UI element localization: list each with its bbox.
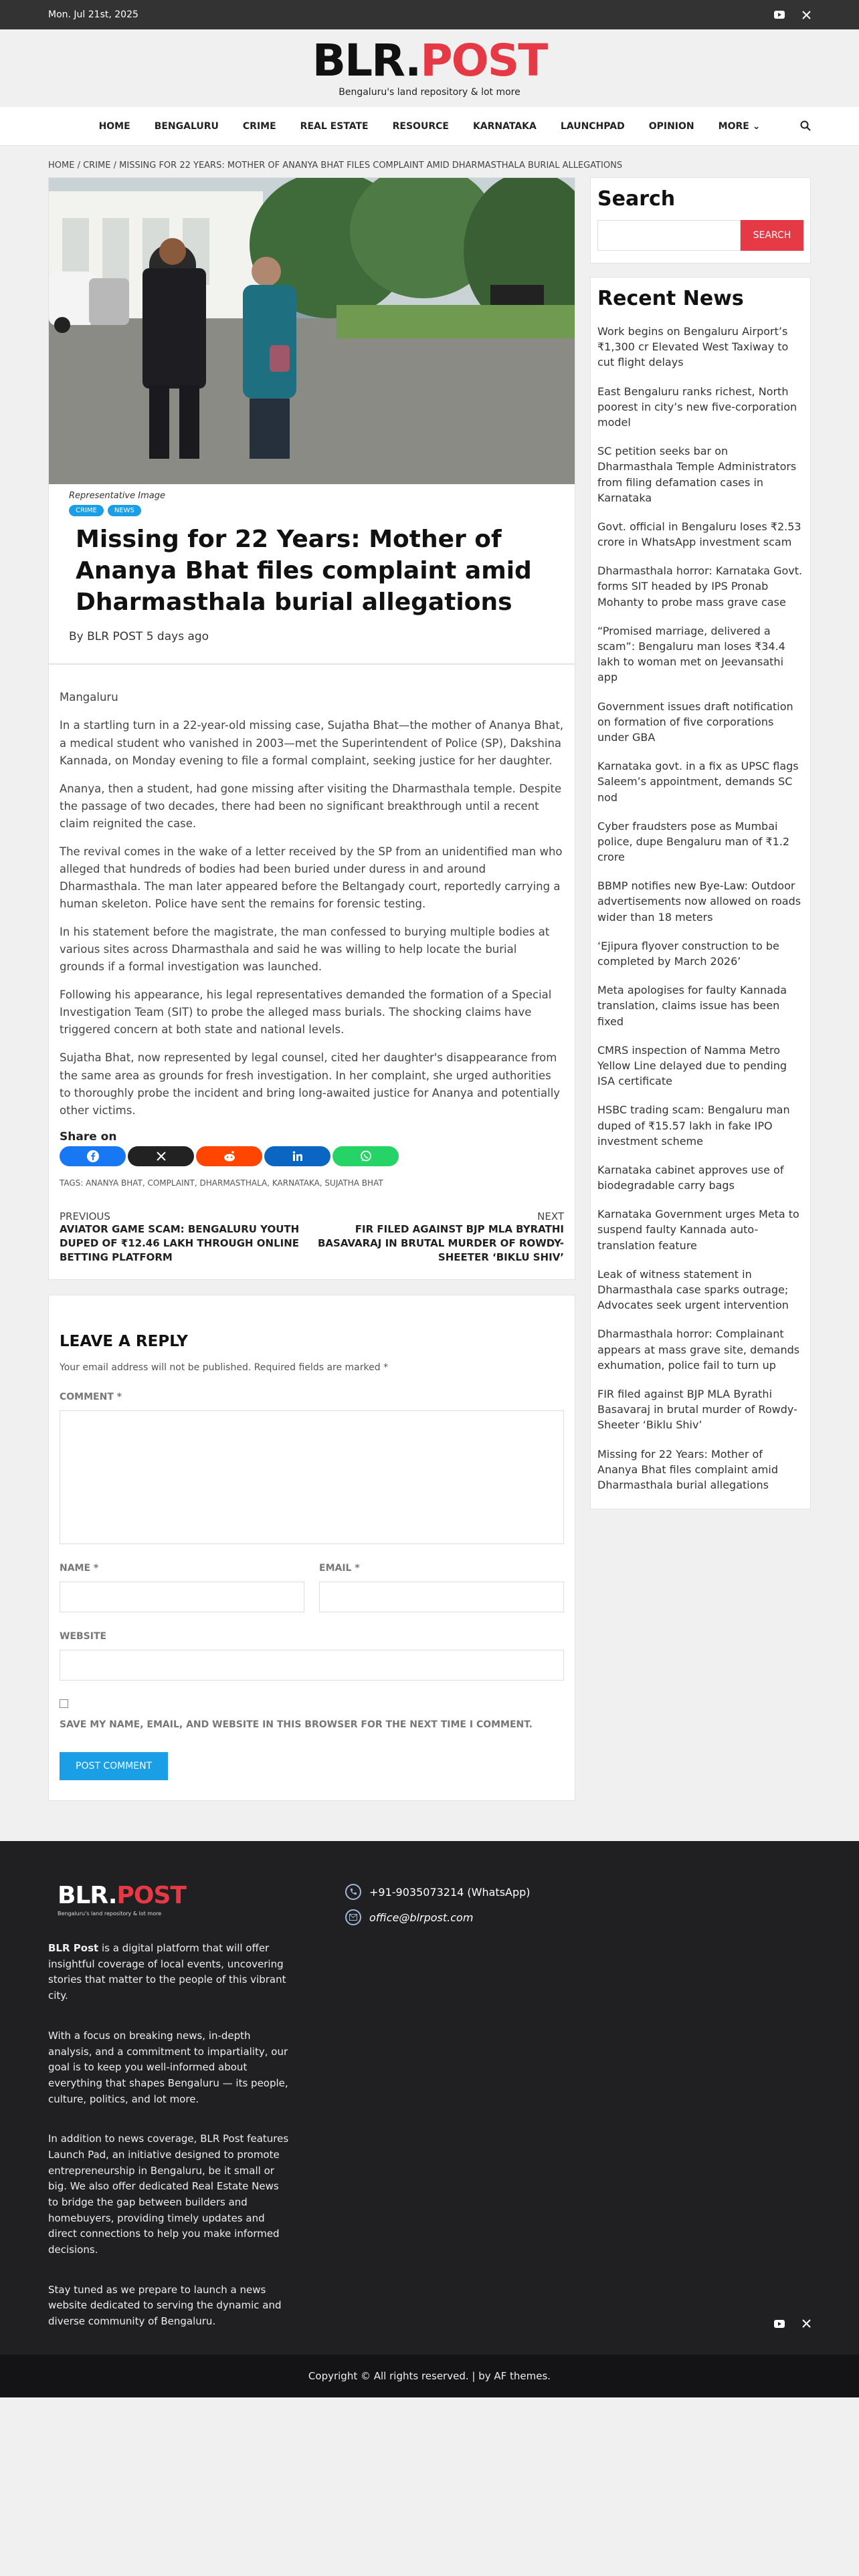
email-icon <box>345 1909 361 1925</box>
reply-heading: LEAVE A REPLY <box>60 1332 188 1350</box>
facebook-share-button[interactable] <box>60 1146 126 1166</box>
save-info-checkbox[interactable] <box>60 1699 68 1708</box>
facebook-icon <box>87 1150 99 1162</box>
post-navigation <box>60 1210 564 1265</box>
footer-email[interactable] <box>345 1909 531 1925</box>
recent-news-link[interactable]: CMRS inspection of Namma Metro Yellow Line delayed due to pending ISA certificate <box>597 1043 787 1088</box>
masthead <box>0 29 859 107</box>
sidebar-search-input[interactable] <box>597 220 741 251</box>
website-label: WEBSITE <box>60 1630 107 1642</box>
featured-image <box>49 178 575 484</box>
category-badge-news[interactable]: NEWS <box>108 505 141 516</box>
category-badge-crime[interactable]: CRIME <box>69 505 104 516</box>
breadcrumb <box>0 146 859 177</box>
reddit-icon <box>223 1150 236 1162</box>
footer-about <box>48 1941 292 2004</box>
youtube-icon[interactable] <box>774 11 785 19</box>
recent-news-link[interactable]: Meta apologises for faulty Kannada translation, claims issue has been fixed <box>597 984 787 1028</box>
recent-news-link[interactable]: Cyber fraudsters pose as Mumbai police, dupe Bengaluru man of ₹1.2 crore <box>597 819 790 864</box>
recent-news-link[interactable]: FIR filed against BJP MLA Byrathi Basavaraj in brutal murder of Rowdy-Sheeter ‘Biklu Shiv’ <box>597 1387 797 1432</box>
phone-number: +91-9035073214 (WhatsApp) <box>369 1885 531 1899</box>
linkedin-share-button[interactable] <box>264 1146 330 1166</box>
comment-form <box>48 1295 575 1801</box>
site-logo[interactable]: BLR.POST <box>312 35 547 86</box>
article-paragraph: In his statement before the magistrate, the man confessed to burying multiple bodies at various sites across Dharmasthala and said he was willing to help locate the burial grounds if a formal investigation was launched. <box>60 926 550 974</box>
main-nav <box>0 107 859 146</box>
image-caption: Representative Image <box>69 491 165 501</box>
youtube-icon[interactable] <box>774 2318 785 2331</box>
post-author[interactable]: By BLR POST <box>69 630 143 644</box>
site-footer <box>0 1841 859 2397</box>
email-label: EMAIL * <box>319 1562 360 1574</box>
recent-news-link[interactable]: ‘Ejipura flyover construction to be completed by March 2026’ <box>597 939 779 968</box>
share-label: Share on <box>60 1130 117 1144</box>
nav-karnataka[interactable]: KARNATAKA <box>472 120 537 132</box>
footer-contact <box>345 1884 531 2330</box>
whatsapp-icon <box>360 1150 372 1162</box>
breadcrumb-crime[interactable]: CRIME <box>83 160 111 171</box>
x-icon[interactable] <box>802 2318 811 2331</box>
recent-news-link[interactable]: Leak of witness statement in Dharmasthala case sparks outrage; Advocates seek urgent intervention <box>597 1267 789 1312</box>
search-widget <box>590 177 811 263</box>
x-icon[interactable] <box>802 11 811 19</box>
post-categories <box>49 504 575 518</box>
recent-news-link[interactable]: Government issues draft notification on formation of five corporations under GBA <box>597 700 793 744</box>
x-share-button[interactable] <box>128 1146 194 1166</box>
article-paragraph: Mangaluru <box>60 691 118 704</box>
comment-label: COMMENT * <box>60 1391 122 1402</box>
post-comment-button[interactable]: POST COMMENT <box>60 1752 168 1780</box>
recent-news-link[interactable]: Work begins on Bengaluru Airport’s ₹1,300 cr Elevated West Taxiway to cut flight delays <box>597 325 789 369</box>
recent-news-link[interactable]: Karnataka Government urges Meta to suspend faulty Kannada auto-translation feature <box>597 1208 799 1252</box>
nav-bengaluru[interactable]: BENGALURU <box>154 120 219 132</box>
recent-news-link[interactable]: HSBC trading scam: Bengaluru man duped of ₹15.57 lakh in fake IPO investment scheme <box>597 1103 790 1148</box>
post-title: Missing for 22 Years: Mother of Ananya Bhat files complaint amid Dharmasthala burial allegations <box>76 526 532 616</box>
search-widget-title: Search <box>597 187 676 211</box>
recent-news-link[interactable]: Karnataka cabinet approves use of biodegradable carry bags <box>597 1163 784 1192</box>
post-time: 5 days ago <box>146 630 209 644</box>
search-icon[interactable] <box>800 120 811 134</box>
comment-textarea[interactable] <box>60 1410 564 1544</box>
nav-resource[interactable]: RESOURCE <box>392 120 449 132</box>
email-address: office@blrpost.com <box>369 1911 474 1924</box>
article-paragraph: The revival comes in the wake of a letter received by the SP from an unidentified man who alleged that hundreds of bodies had been buried under duress in and around Dharmasthala. The man later appeared before the Beltangady court, reportedly carrying a human skeleton. Police have sent the remains for forensic testing. <box>60 845 563 911</box>
recent-news-link[interactable]: Karnataka govt. in a fix as UPSC flags Saleem’s appointment, demands SC nod <box>597 760 799 804</box>
recent-news-link[interactable]: BBMP notifies new Bye-Law: Outdoor advertisements now allowed on roads wider than 18 meters <box>597 879 801 924</box>
x-icon <box>156 1151 167 1162</box>
breadcrumb-current: MISSING FOR 22 YEARS: MOTHER OF ANANYA BHAT FILES COMPLAINT AMID DHARMASTHALA BURIAL ALLEGATIONS <box>119 160 623 171</box>
post-header <box>48 177 575 664</box>
previous-label: PREVIOUS <box>60 1210 110 1222</box>
chevron-down-icon: ⌄ <box>752 120 761 132</box>
breadcrumb-sep: / <box>74 160 84 171</box>
sidebar-search-button[interactable]: SEARCH <box>741 220 803 251</box>
footer-about-text: is a digital platform that will offer insightful coverage of local events, uncovering stories that matter to the people of this vibrant city. <box>48 1942 286 2002</box>
footer-phone[interactable] <box>345 1884 531 1900</box>
whatsapp-share-button[interactable] <box>332 1146 399 1166</box>
current-date: Mon. Jul 21st, 2025 <box>48 9 138 20</box>
nav-crime[interactable]: CRIME <box>242 120 276 132</box>
nav-home[interactable]: HOME <box>98 120 130 132</box>
recent-news-link[interactable]: Dharmasthala horror: Complainant appears at mass grave site, demands exhumation, police fail to turn up <box>597 1327 800 1372</box>
recent-news-link[interactable]: Govt. official in Bengaluru loses ₹2.53 crore in WhatsApp investment scam <box>597 520 801 549</box>
post-tags: TAGS: ANANYA BHAT, COMPLAINT, DHARMASTHALA, KARNATAKA, SUJATHA BHAT <box>60 1178 383 1188</box>
recent-news-widget <box>590 277 811 1509</box>
nav-more-label: MORE <box>718 120 749 132</box>
footer-tagline: Bengaluru's land repository & lot more <box>58 1911 162 1917</box>
website-field[interactable] <box>60 1650 564 1681</box>
nav-opinion[interactable]: OPINION <box>648 120 694 132</box>
footer-paragraph: Stay tuned as we prepare to launch a news website dedicated to serving the dynamic and diverse community of Bengaluru. <box>48 2283 282 2328</box>
nav-launchpad[interactable]: LAUNCHPAD <box>560 120 625 132</box>
footer-logo[interactable]: BLR.POST <box>58 1882 186 1910</box>
linkedin-icon <box>292 1151 303 1162</box>
recent-news-link[interactable]: “Promised marriage, delivered a scam”: Bengaluru man loses ₹34.4 lakh to woman met on Jeevansathi app <box>597 624 785 684</box>
article-paragraph: Following his appearance, his legal representatives demanded the formation of a Special Investigation Team (SIT) to probe the alleged mass burials. The shocking claims have triggered concern at both state and national levels. <box>60 988 552 1037</box>
nav-real-estate[interactable]: REAL ESTATE <box>300 120 369 132</box>
share-buttons <box>60 1146 564 1166</box>
top-social-links <box>774 11 811 19</box>
recent-news-link[interactable]: Missing for 22 Years: Mother of Ananya Bhat files complaint amid Dharmasthala burial allegations <box>597 1447 778 1491</box>
article-body <box>48 664 575 1279</box>
footer-paragraph: With a focus on breaking news, in-depth analysis, and a commitment to impartiality, our goal is to keep you well-informed about everything that shapes Bengaluru — its people, culture, politics, and lot more. <box>48 2029 288 2105</box>
name-label: NAME * <box>60 1562 99 1574</box>
nav-more[interactable] <box>719 121 761 132</box>
article-paragraph: Sujatha Bhat, now represented by legal counsel, cited her daughter's disappearance from the same area as grounds for fresh investigation. In her complaint, she urged authorities to thoroughly probe the incident and bring long-awaited justice for Ananya and potentially other victims. <box>60 1051 561 1117</box>
reddit-share-button[interactable] <box>196 1146 262 1166</box>
recent-news-link[interactable]: East Bengaluru ranks richest, North poorest in city’s new five-corporation model <box>597 385 797 429</box>
reply-note: Your email address will not be published. Required fields are marked * <box>60 1362 389 1373</box>
recent-news-link[interactable]: Dharmasthala horror: Karnataka Govt. forms SIT headed by IPS Pronab Mohanty to probe mass grave case <box>597 564 803 609</box>
article-paragraph: Ananya, then a student, had gone missing after visiting the Dharmasthala temple. Despite the passage of two decades, there had been no significant breakthrough until a recent claim reignited the case. <box>60 782 562 830</box>
phone-icon <box>345 1884 361 1900</box>
breadcrumb-sep: / <box>110 160 120 171</box>
recent-news-title: Recent News <box>597 287 744 310</box>
copyright: Copyright © All rights reserved. | by AF themes. <box>0 2355 859 2397</box>
save-info-label: SAVE MY NAME, EMAIL, AND WEBSITE IN THIS BROWSER FOR THE NEXT TIME I COMMENT. <box>60 1719 533 1730</box>
next-post-title: FIR FILED AGAINST BJP MLA BYRATHI BASAVARAJ IN BRUTAL MURDER OF ROWDY-SHEETER ‘BIKLU SHIV’ <box>317 1222 564 1263</box>
previous-post-link[interactable] <box>60 1210 312 1265</box>
next-post-link[interactable] <box>312 1210 564 1265</box>
previous-post-title: AVIATOR GAME SCAM: BENGALURU YOUTH DUPED OF ₹12.46 LAKH THROUGH ONLINE BETTING PLATFORM <box>60 1222 300 1263</box>
next-label: NEXT <box>537 1210 564 1222</box>
post-byline <box>49 618 575 663</box>
footer-brand-name: BLR Post <box>48 1942 99 1955</box>
footer-social-links <box>774 2318 811 2331</box>
top-bar <box>0 0 859 29</box>
breadcrumb-home[interactable]: HOME <box>48 160 75 171</box>
article-paragraph: In a startling turn in a 22-year-old missing case, Sujatha Bhat—the mother of Ananya Bhat, a medical student who vanished in 2003—met the Superintendent of Police (SP), Dakshina Kannada, on Monday evening to file a formal complaint, seeking justice for her daughter. <box>60 719 564 767</box>
name-field[interactable] <box>60 1582 304 1612</box>
footer-paragraph: In addition to news coverage, BLR Post features Launch Pad, an initiative designed to promote entrepreneurship in Bengaluru, be it small or big. We also offer dedicated Real Estate News to bridge the gap between builders and homebuyers, providing timely updates and direct connections to help you make informed decisions. <box>48 2133 289 2256</box>
email-field[interactable] <box>319 1582 564 1612</box>
recent-news-link[interactable]: SC petition seeks bar on Dharmasthala Temple Administrators from filing defamation cases in Karnataka <box>597 445 797 504</box>
site-tagline: Bengaluru's land repository & lot more <box>339 87 520 98</box>
